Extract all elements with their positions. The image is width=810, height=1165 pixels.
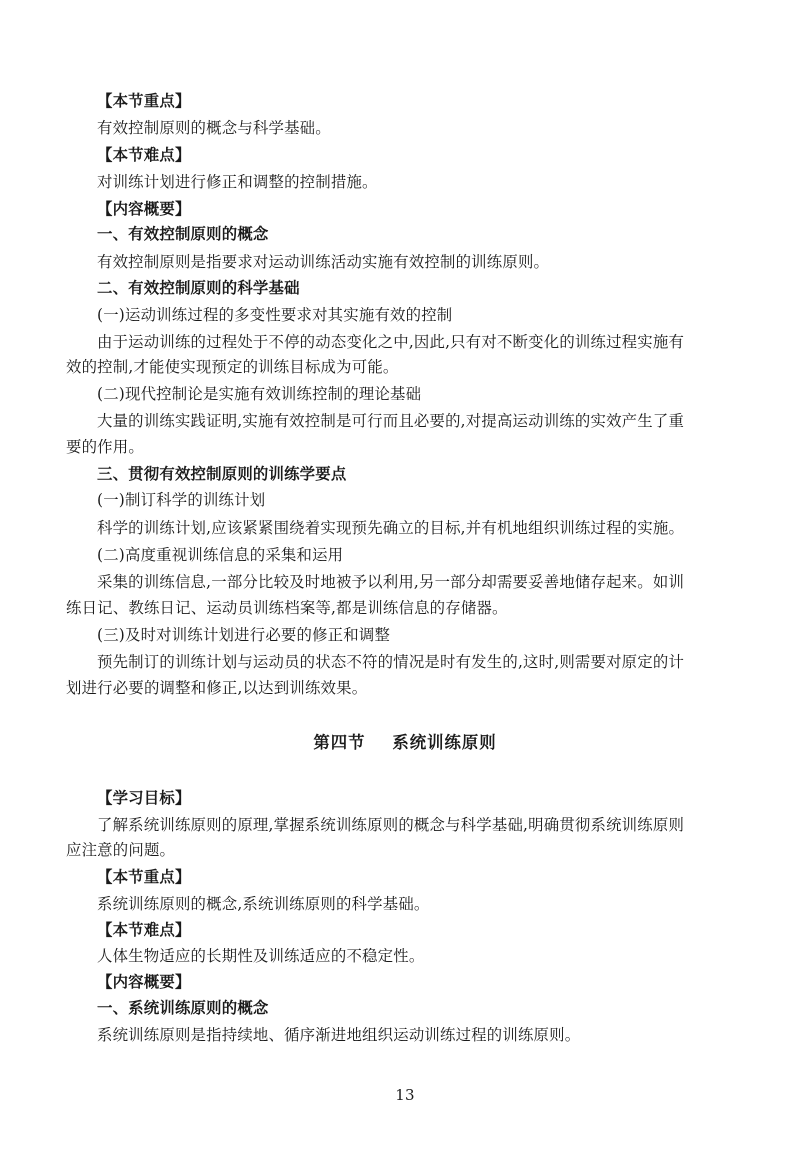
section4-goal-text-line2: 应注意的问题。 — [66, 841, 176, 859]
section3-heading-1: 一、有效控制原则的概念 — [97, 225, 269, 243]
section4-key-label: 【本节重点】 — [97, 868, 191, 886]
section3-paragraph-2-2-line2: 要的作用。 — [66, 438, 144, 456]
section3-subheading-3-2: (二)高度重视训练信息的采集和运用 — [97, 546, 344, 564]
section3-key-text: 有效控制原则的概念与科学基础。 — [97, 119, 331, 137]
section3-paragraph-3-2-line1: 采集的训练信息,一部分比较及时地被予以利用,另一部分却需要妥善地储存起来。如训 — [97, 573, 685, 591]
section3-heading-3: 三、贯彻有效控制原则的训练学要点 — [97, 465, 347, 483]
section3-paragraph-3-1: 科学的训练计划,应该紧紧围绕着实现预先确立的目标,并有机地组织训练过程的实施。 — [97, 519, 685, 537]
section4-summary-label: 【内容概要】 — [97, 973, 191, 991]
section4-heading-1-text: 系统训练原则是指持续地、循序渐进地组织运动训练过程的训练原则。 — [97, 1026, 581, 1044]
section3-paragraph-3-3-line2: 划进行必要的调整和修正,以达到训练效果。 — [66, 679, 368, 697]
section3-difficulty-label: 【本节难点】 — [97, 146, 191, 164]
section3-paragraph-3-2-line2: 练日记、教练日记、运动员训练档案等,都是训练信息的存储器。 — [66, 599, 508, 617]
page-number: 13 — [395, 1086, 415, 1104]
section3-subheading-3-1: (一)制订科学的训练计划 — [97, 491, 266, 509]
section3-subheading-3-3: (三)及时对训练计划进行必要的修正和调整 — [97, 626, 391, 644]
section3-summary-label: 【内容概要】 — [97, 200, 191, 218]
section3-paragraph-3-3-line1: 预先制订的训练计划与运动员的状态不符的情况是时有发生的,这时,则需要对原定的计 — [97, 653, 685, 671]
section3-heading-1-text: 有效控制原则是指要求对运动训练活动实施有效控制的训练原则。 — [97, 253, 550, 271]
section4-difficulty-text: 人体生物适应的长期性及训练适应的不稳定性。 — [97, 947, 425, 965]
section3-difficulty-text: 对训练计划进行修正和调整的控制措施。 — [97, 173, 378, 191]
section3-paragraph-2-1-line2: 效的控制,才能使实现预定的训练目标成为可能。 — [66, 358, 399, 376]
section4-goal-label: 【学习目标】 — [97, 789, 191, 807]
section3-heading-2: 二、有效控制原则的科学基础 — [97, 279, 300, 297]
section3-subheading-2-2: (二)现代控制论是实施有效训练控制的理论基础 — [97, 385, 422, 403]
section4-heading-1: 一、系统训练原则的概念 — [97, 999, 269, 1017]
section3-paragraph-2-2-line1: 大量的训练实践证明,实施有效控制是可行而且必要的,对提高运动训练的实效产生了重 — [97, 412, 685, 430]
section3-key-label: 【本节重点】 — [97, 92, 191, 110]
section3-subheading-2-1: (一)运动训练过程的多变性要求对其实施有效的控制 — [97, 306, 453, 324]
section4-difficulty-label: 【本节难点】 — [97, 921, 191, 939]
section3-paragraph-2-1-line1: 由于运动训练的过程处于不停的动态变化之中,因此,只有对不断变化的训练过程实施有 — [97, 333, 685, 351]
section4-key-text: 系统训练原则的概念,系统训练原则的科学基础。 — [97, 895, 430, 913]
section4-goal-text-line1: 了解系统训练原则的原理,掌握系统训练原则的概念与科学基础,明确贯彻系统训练原则 — [97, 816, 685, 834]
section4-title: 第四节 系统训练原则 — [313, 733, 497, 752]
